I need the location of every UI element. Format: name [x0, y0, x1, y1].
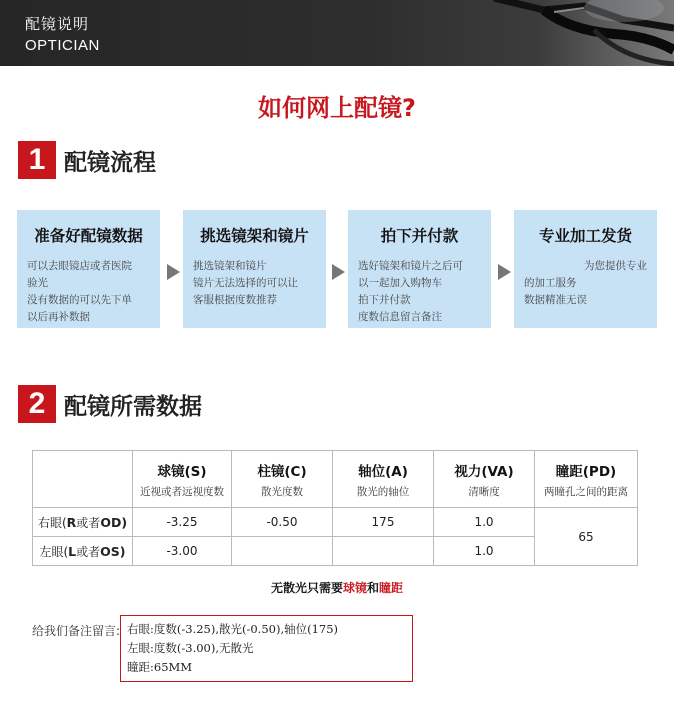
step-line: 以一起加入购物车 [358, 277, 442, 289]
arrow-right-icon [498, 264, 511, 280]
step-line: 为您提供专业 [584, 260, 647, 272]
note-text: 无散光只需要 [270, 581, 343, 595]
step-title: 专业加工发货 [538, 227, 632, 245]
table-cell: -0.50 [232, 508, 333, 537]
message-line: 右眼:度数(-3.25),散光(-0.50),轴位(175) [127, 622, 339, 636]
note-highlight: 瞳距 [379, 581, 404, 595]
note-text: 和 [367, 581, 380, 595]
column-name: 柱镜(C) [257, 463, 307, 480]
astigmatism-note [0, 579, 674, 596]
arrow-right-icon [332, 264, 345, 280]
message-label: 给我们备注留言: [32, 624, 121, 638]
step-line: 镜片无法选择的可以让 [193, 277, 298, 289]
header-title-cn: 配镜说明 [25, 15, 90, 33]
step-description [17, 258, 160, 326]
step-title: 挑选镜架和镜片 [200, 227, 309, 245]
row-label: 右眼(R或者OD) [33, 508, 133, 537]
table-cell [232, 537, 333, 566]
table-header-row [33, 451, 638, 508]
page-header [0, 0, 674, 66]
step-description [183, 258, 326, 309]
prescription-table [32, 450, 638, 566]
table-cell: 1.0 [434, 508, 535, 537]
step-line: 数据精准无误 [524, 294, 587, 306]
section-2-heading [18, 384, 202, 424]
step-line: 挑选镜架和镜片 [193, 260, 267, 272]
step-description [514, 258, 657, 309]
column-description: 两瞳孔之间的距离 [544, 485, 628, 498]
step-line: 选好镜架和镜片之后可 [358, 260, 463, 272]
column-description: 散光度数 [261, 485, 303, 498]
table-cell-pd: 65 [535, 508, 638, 566]
message-line: 瞳距:65MM [127, 660, 193, 674]
section-1-heading [18, 140, 156, 180]
column-description: 清晰度 [468, 485, 500, 498]
section-number-badge: 2 [18, 385, 56, 423]
table-cell: 175 [333, 508, 434, 537]
column-description: 近视或者远视度数 [140, 485, 224, 498]
message-line: 左眼:度数(-3.00),无散光 [127, 641, 254, 655]
page-title: 如何网上配镜? [258, 94, 416, 122]
table-row [33, 508, 638, 537]
column-description: 散光的轴位 [356, 485, 410, 498]
eyeglasses-image [474, 0, 674, 66]
step-card [348, 210, 491, 328]
arrow-right-icon [167, 264, 180, 280]
step-line: 验光 [27, 277, 48, 289]
column-name: 轴位(A) [358, 463, 408, 480]
column-name: 视力(VA) [454, 463, 514, 480]
column-name: 瞳距(PD) [555, 463, 617, 480]
step-line: 客服根据度数推荐 [193, 294, 277, 306]
step-card [17, 210, 160, 328]
row-label: 左眼(L或者OS) [33, 537, 133, 566]
section-title: 配镜所需数据 [64, 393, 202, 420]
header-title-en: OPTICIAN [25, 37, 100, 54]
step-line: 拍下并付款 [358, 294, 411, 306]
table-corner-cell [33, 451, 133, 508]
table-cell: -3.25 [133, 508, 232, 537]
table-header-cell [133, 451, 232, 508]
table-header-cell [434, 451, 535, 508]
step-line: 度数信息留言备注 [358, 311, 442, 323]
table-cell: -3.00 [133, 537, 232, 566]
table-header-cell [535, 451, 638, 508]
message-example-box [120, 615, 413, 682]
step-line: 的加工服务 [524, 277, 577, 289]
table-cell: 1.0 [434, 537, 535, 566]
step-title: 拍下并付款 [380, 227, 459, 245]
step-title: 准备好配镜数据 [34, 227, 143, 245]
step-card [514, 210, 657, 328]
section-title: 配镜流程 [64, 149, 156, 176]
table-header-cell [232, 451, 333, 508]
section-number-badge: 1 [18, 141, 56, 179]
step-line: 以后再补数据 [27, 311, 90, 323]
step-line: 可以去眼镜店或者医院 [27, 260, 132, 272]
step-line: 没有数据的可以先下单 [27, 294, 132, 306]
column-name: 球镜(S) [157, 463, 207, 480]
process-steps [17, 210, 657, 328]
table-cell [333, 537, 434, 566]
step-card [183, 210, 326, 328]
step-description [348, 258, 491, 326]
table-header-cell [333, 451, 434, 508]
note-highlight: 球镜 [342, 581, 367, 595]
